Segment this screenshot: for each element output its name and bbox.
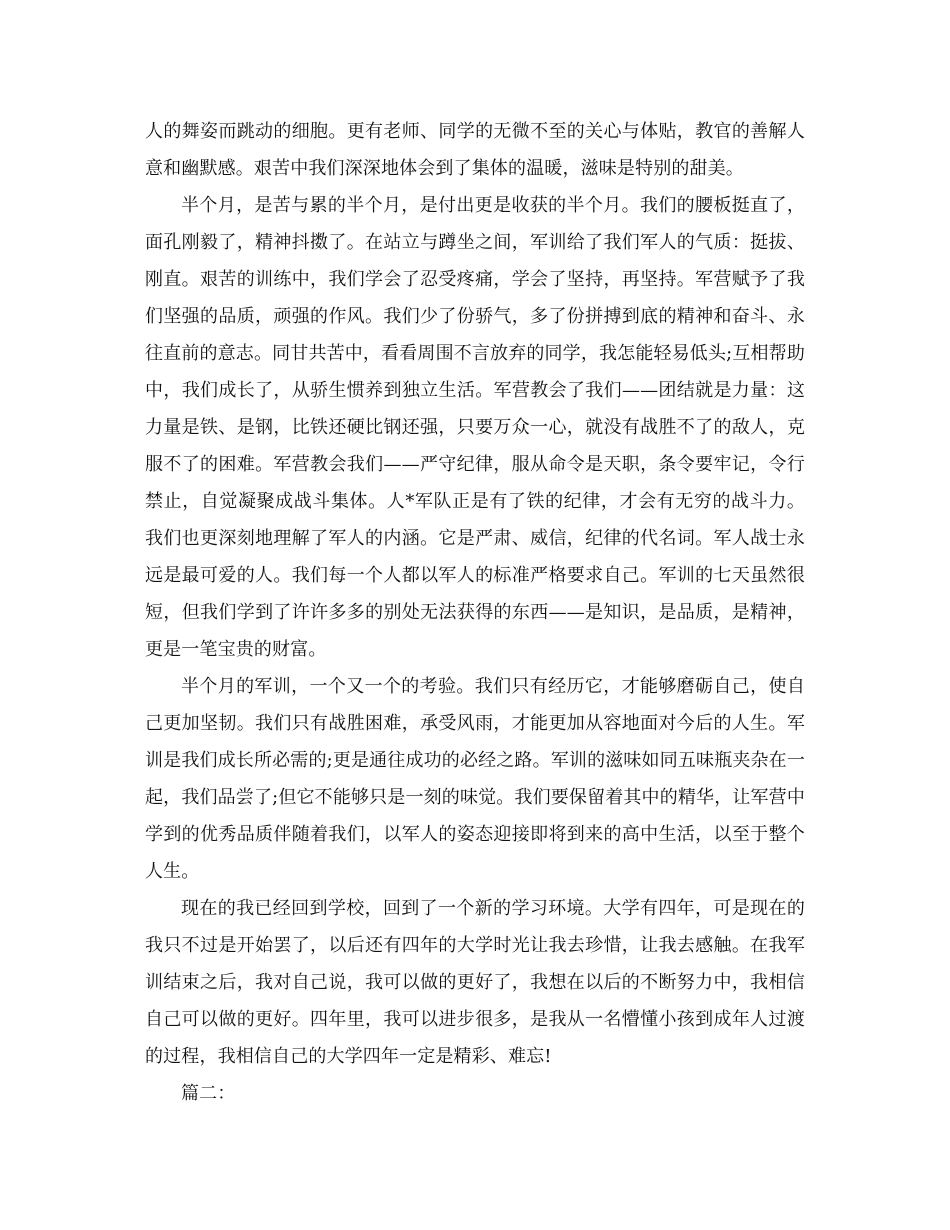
- paragraph-half-month: 半个月，是苦与累的半个月，是付出更是收获的半个月。我们的腰板挺直了，面孔刚毅了，精神抖擞了。在站立与蹲坐之间，军训给了我们军人的气质：挺拔、刚直。艰苦的训练中，我们学会了忍受疼痛，学会了坚持，再坚持。军营赋予了我们坚强的品质，顽强的作风。我们少了份骄气，多了份拼搏到底的精神和奋斗、永往直前的意志。同甘共苦中，看看周围不言放弃的同学，我怎能轻易低头;互相帮助中，我们成长了，从骄生惯养到独立生活。军营教会了我们——团结就是力量：这力量是铁、是钢，比铁还硬比钢还强，只要万众一心，就没有战胜不了的敌人，克服不了的困难。军营教会我们——严守纪律，服从命令是天职，条令要牢记，令行禁止，自觉凝聚成战斗集体。人*军队正是有了铁的纪律，才会有无穷的战斗力。我们也更深刻地理解了军人的内涵。它是严肃、威信，纪律的代名词。军人战士永远是最可爱的人。我们每一个人都以军人的标准严格要求自己。军训的七天虽然很短，但我们学到了许许多多的别处无法获得的东西——是知识，是品质，是精神，更是一笔宝贵的财富。: [145, 195, 805, 660]
- paragraph-back-to-school: 现在的我已经回到学校，回到了一个新的学习环境。大学有四年，可是现在的我只不过是开始罢了，以后还有四年的大学时光让我去珍惜，让我去感触。在我军训结束之后，我对自己说，我可以做的更好了，我想在以后的不断努力中，我相信自己可以做的更好。四年里，我可以进步很多，是我从一名懵懂小孩到成年人过渡的过程，我相信自己的大学四年一定是精彩、难忘!: [145, 898, 805, 1067]
- paragraph-continuation: 人的舞姿而跳动的细胞。更有老师、同学的无微不至的关心与体贴，教官的善解人意和幽默感。艰苦中我们深深地体会到了集体的温暖，滋味是特别的甜美。: [145, 121, 805, 179]
- document-body: [145, 113, 805, 1112]
- paragraph-military-training: 半个月的军训，一个又一个的考验。我们只有经历它，才能够磨砺自己，使自己更加坚韧。我们只有战胜困难，承受风雨，才能更加从容地面对今后的人生。军训是我们成长所必需的;更是通往成功的必经之路。军训的滋味如同五味瓶夹杂在一起，我们品尝了;但它不能够只是一刻的味觉。我们要保留着其中的精华，让军营中学到的优秀品质伴随着我们，以军人的姿态迎接即将到来的高中生活，以至于整个人生。: [145, 676, 805, 882]
- section-heading: 篇二：: [181, 1083, 236, 1104]
